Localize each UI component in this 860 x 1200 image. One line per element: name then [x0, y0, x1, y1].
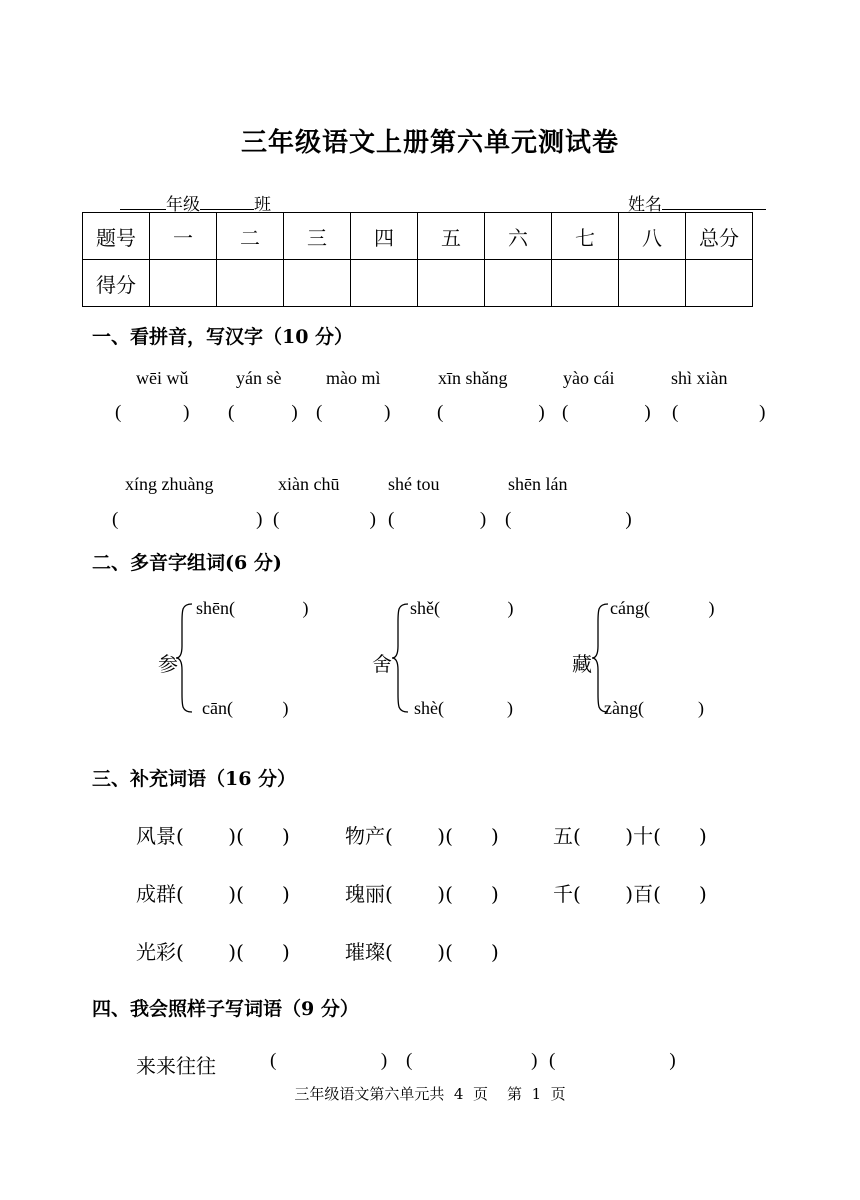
word-prefix: 物产: [345, 824, 385, 848]
answer-blank[interactable]: ( ): [388, 509, 487, 530]
fill-word-item: [136, 878, 290, 907]
section4-title: 四、我会照样子写词语（9 分）: [92, 998, 359, 1020]
answer-blank[interactable]: ( ): [112, 509, 263, 530]
page-title: 三年级语文上册第六单元测试卷: [240, 128, 619, 158]
answer-blank[interactable]: ( ): [653, 824, 707, 848]
score-header-cell: 七: [552, 213, 619, 260]
word-middle: 百: [633, 882, 654, 906]
section1-title: 一、看拼音，写汉字（10 分）: [92, 326, 354, 348]
answer-blank[interactable]: ( ): [562, 402, 651, 423]
score-cell[interactable]: [485, 260, 552, 307]
answer-blank[interactable]: ( ): [445, 940, 499, 964]
answer-blank[interactable]: ( ): [643, 598, 715, 618]
answer-blank[interactable]: ( ): [176, 940, 237, 964]
pinyin-item: mào mì: [326, 368, 381, 388]
answer-blank[interactable]: ( ): [273, 509, 376, 530]
polyphone-reading-top: [196, 598, 309, 619]
grade-label: 年级: [166, 195, 200, 215]
brace-icon: [392, 602, 412, 714]
word-prefix: 光彩: [136, 940, 176, 964]
score-header-cell: 八: [619, 213, 686, 260]
score-row-label: 得分: [83, 260, 150, 307]
score-cell[interactable]: [686, 260, 753, 307]
answer-blank[interactable]: ( ): [176, 882, 237, 906]
answer-blank[interactable]: ( ): [236, 882, 290, 906]
page-footer: 三年级语文第六单元共 4 页 第 1 页: [294, 1085, 566, 1103]
answer-blank[interactable]: ( ): [437, 402, 545, 423]
fill-word-item: [345, 820, 499, 849]
score-cell[interactable]: [619, 260, 686, 307]
polyphone-char: 参: [158, 652, 178, 676]
answer-blank[interactable]: ( ): [236, 824, 290, 848]
pinyin-item: xiàn chū: [278, 474, 340, 494]
answer-blank[interactable]: ( ): [434, 598, 514, 618]
answer-blank[interactable]: ( ): [573, 824, 634, 848]
answer-blank[interactable]: ( ): [637, 698, 704, 718]
polyphone-reading-bottom: [604, 698, 704, 719]
answer-blank[interactable]: ( ): [549, 1050, 676, 1071]
word-prefix: 千: [553, 882, 573, 906]
word-prefix: 瑰丽: [345, 882, 385, 906]
answer-blank[interactable]: ( ): [176, 824, 237, 848]
pinyin-item: shé tou: [388, 474, 440, 494]
answer-blank[interactable]: ( ): [228, 402, 298, 423]
polyphone-reading-bottom: [414, 698, 513, 719]
answer-blank[interactable]: ( ): [445, 824, 499, 848]
polyphone-reading-top: [610, 598, 714, 619]
fill-word-item: [345, 936, 499, 965]
pinyin-item: yào cái: [563, 368, 615, 388]
class-label: 班: [254, 195, 271, 215]
reading-pinyin: shēn: [196, 598, 229, 618]
pinyin-item: shēn lán: [508, 474, 568, 494]
name-label: 姓名: [628, 195, 662, 215]
brace-icon: [176, 602, 196, 714]
answer-blank[interactable]: ( ): [115, 402, 190, 423]
polyphone-char: 舍: [372, 652, 392, 676]
reading-pinyin: cān: [202, 698, 227, 718]
pinyin-item: xíng zhuàng: [125, 474, 214, 494]
grade-blank[interactable]: [120, 195, 166, 210]
score-cell[interactable]: [150, 260, 217, 307]
reading-pinyin: shě: [410, 598, 434, 618]
answer-blank[interactable]: ( ): [438, 698, 513, 718]
section3-title: 三、补充词语（16 分）: [92, 768, 297, 790]
answer-blank[interactable]: ( ): [270, 1050, 388, 1071]
answer-blank[interactable]: ( ): [573, 882, 634, 906]
score-cell[interactable]: [217, 260, 284, 307]
pinyin-item: yán sè: [236, 368, 282, 388]
pinyin-item: shì xiàn: [671, 368, 728, 388]
polyphone-reading-bottom: [202, 698, 288, 719]
pinyin-item: wēi wǔ: [136, 368, 189, 388]
polyphone-reading-top: [410, 598, 514, 619]
name-blank[interactable]: [662, 195, 766, 210]
answer-blank[interactable]: ( ): [653, 882, 707, 906]
fill-word-item: [553, 820, 707, 849]
pinyin-item: xīn shǎng: [438, 368, 508, 388]
score-header-row: [83, 213, 753, 260]
score-header-cell: 总分: [686, 213, 753, 260]
answer-blank[interactable]: ( ): [316, 402, 391, 423]
score-header-cell: 六: [485, 213, 552, 260]
answer-blank[interactable]: ( ): [229, 598, 309, 618]
class-blank[interactable]: [200, 195, 254, 210]
reading-pinyin: cáng: [610, 598, 644, 618]
score-cell[interactable]: [351, 260, 418, 307]
answer-blank[interactable]: ( ): [406, 1050, 538, 1071]
score-cell[interactable]: [552, 260, 619, 307]
word-middle: 十: [633, 824, 654, 848]
example-word: 来来往往: [136, 1054, 216, 1078]
score-cell[interactable]: [418, 260, 485, 307]
answer-blank[interactable]: ( ): [505, 509, 632, 530]
score-cell[interactable]: [284, 260, 351, 307]
word-prefix: 五: [553, 824, 573, 848]
score-table: [82, 212, 753, 307]
score-header-cell: 题号: [83, 213, 150, 260]
section2-title: 二、多音字组词(6 分): [92, 552, 282, 574]
polyphone-char: 藏: [572, 652, 592, 676]
answer-blank[interactable]: ( ): [445, 882, 499, 906]
score-header-cell: 四: [351, 213, 418, 260]
reading-pinyin: zàng: [604, 698, 638, 718]
word-prefix: 璀璨: [345, 940, 385, 964]
score-value-row: [83, 260, 753, 307]
fill-word-item: [345, 878, 499, 907]
word-prefix: 风景: [136, 824, 176, 848]
answer-blank[interactable]: ( ): [672, 402, 766, 423]
score-header-cell: 一: [150, 213, 217, 260]
score-header-cell: 五: [418, 213, 485, 260]
word-prefix: 成群: [136, 882, 176, 906]
answer-blank[interactable]: ( ): [226, 698, 289, 718]
answer-blank[interactable]: ( ): [385, 882, 446, 906]
fill-word-item: [136, 936, 290, 965]
fill-word-item: [553, 878, 707, 907]
answer-blank[interactable]: ( ): [385, 940, 446, 964]
answer-blank[interactable]: ( ): [236, 940, 290, 964]
score-header-cell: 三: [284, 213, 351, 260]
answer-blank[interactable]: ( ): [385, 824, 446, 848]
score-header-cell: 二: [217, 213, 284, 260]
reading-pinyin: shè: [414, 698, 438, 718]
fill-word-item: [136, 820, 290, 849]
